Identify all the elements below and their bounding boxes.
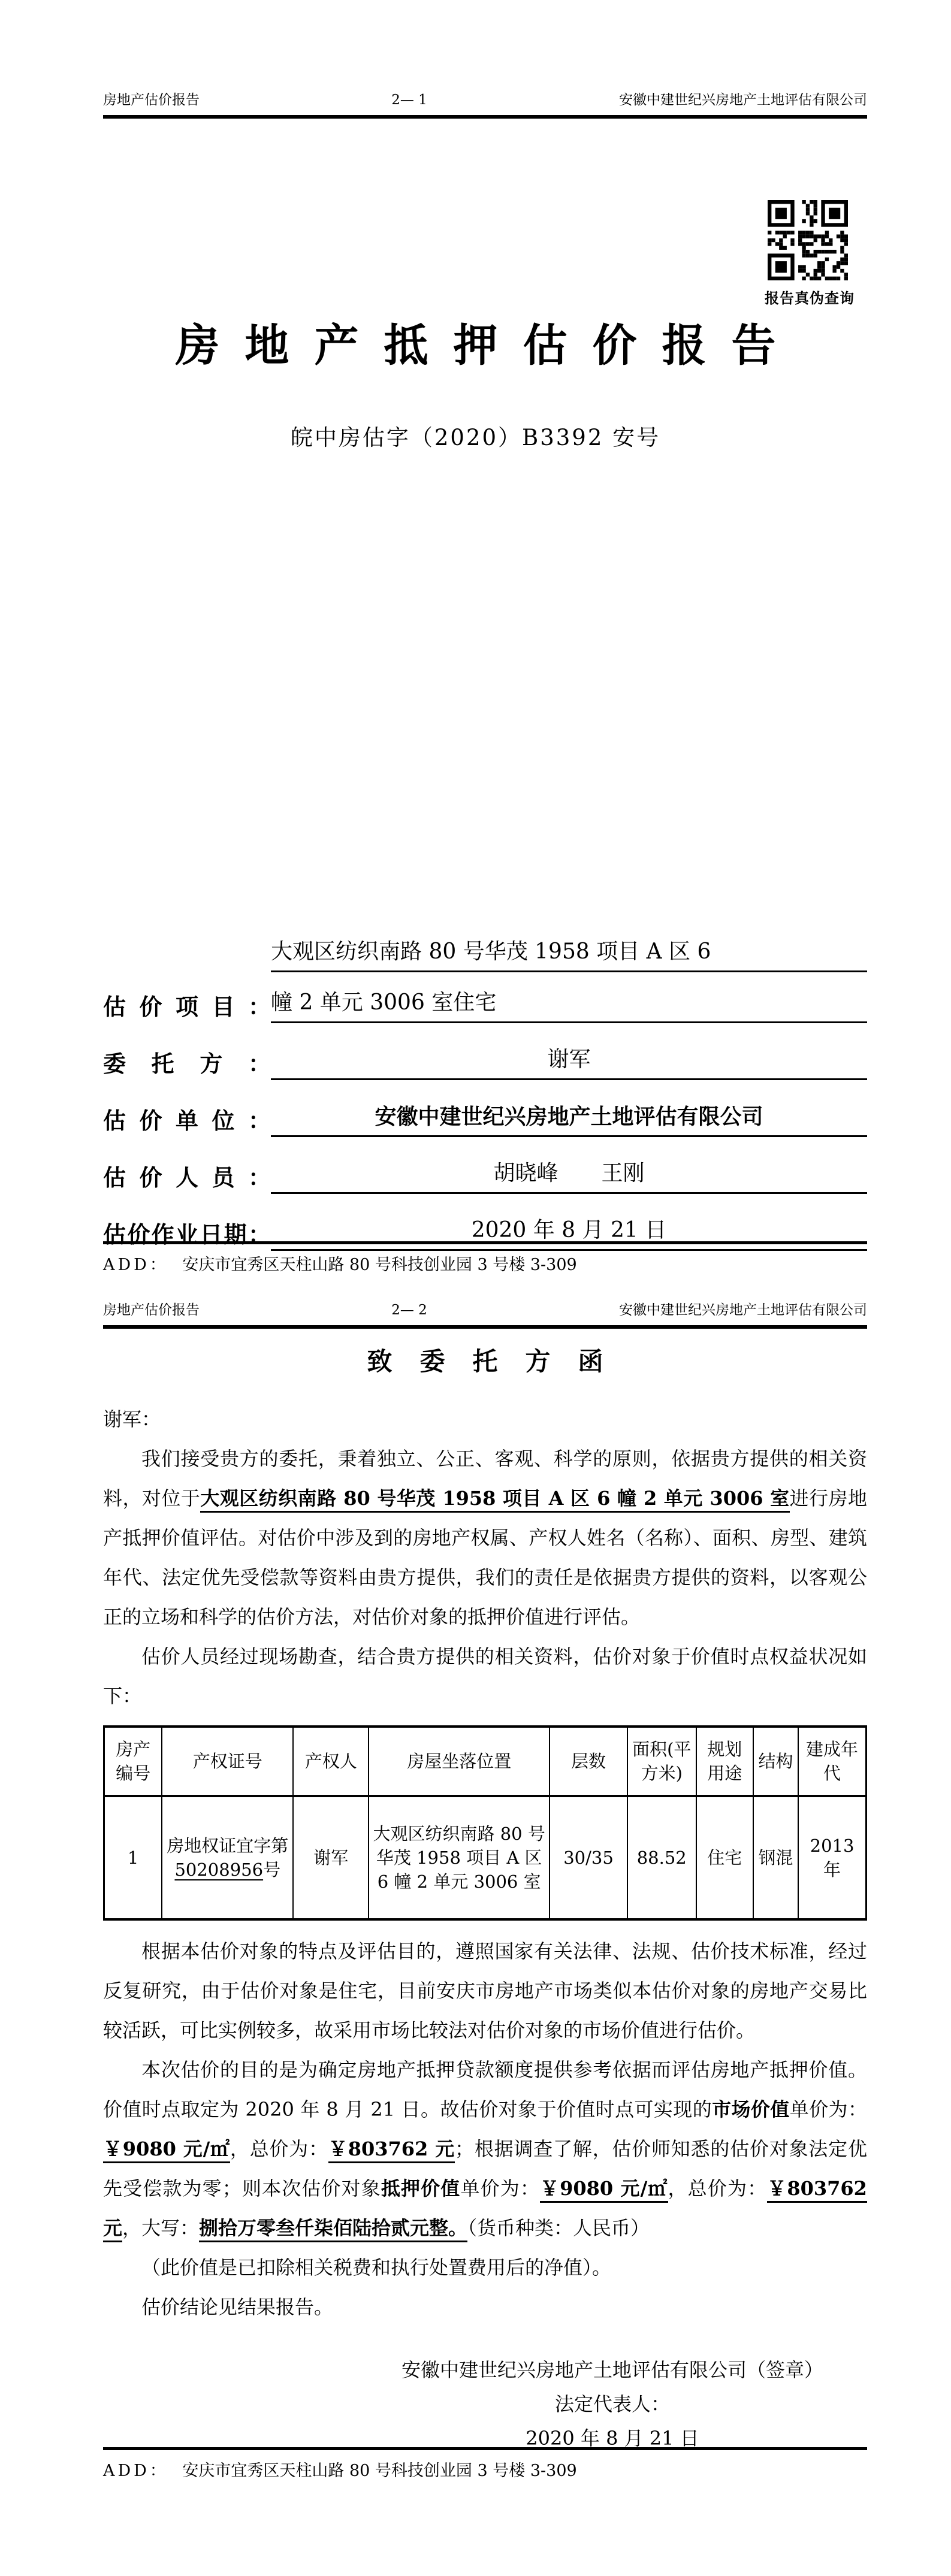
field-project-value-line2: 幢 2 单元 3006 室住宅 [271, 987, 867, 1023]
field-agency [103, 1100, 867, 1137]
th-property-no: 房产编号 [104, 1727, 162, 1796]
field-project [103, 936, 867, 1023]
cert-number: 50208956 [174, 1860, 264, 1880]
field-project-value-line1: 大观区纺织南路 80 号华茂 1958 项目 A 区 6 [271, 936, 867, 972]
page1-running-header [103, 91, 867, 119]
th-year-built: 建成年代 [798, 1727, 866, 1796]
field-staff [103, 1157, 867, 1194]
th-planned-use: 规划用途 [696, 1727, 753, 1796]
th-owner: 产权人 [293, 1727, 369, 1796]
field-staff-label: 估价人员： [103, 1164, 271, 1191]
letter-to-client-page [0, 1294, 951, 2576]
field-agency-label: 估价单位： [103, 1107, 271, 1134]
qr-code [768, 200, 848, 280]
cell-cert-no [162, 1796, 293, 1919]
field-client-value: 谢军 [271, 1044, 867, 1080]
page1-footer [103, 1241, 867, 1275]
paragraph-commission [103, 1439, 867, 1637]
table-header-row [104, 1727, 867, 1796]
footer-add-label: ADD： [103, 2462, 169, 2480]
field-appraisal-date-value: 2020 年 8 月 21 日 [271, 1214, 867, 1251]
para4-currency-note: （货币种类：人民币） [467, 2217, 650, 2239]
paragraph-inspection: 估价人员经过现场勘查，结合贵方提供的相关资料，估价对象于价值时点权益状况如下： [103, 1645, 867, 1707]
appraisal-table [103, 1725, 867, 1921]
field-client [103, 1044, 867, 1080]
th-floors: 层数 [550, 1727, 627, 1796]
running-header-company: 安徽中建世纪兴房地产土地评估有限公司 [618, 1302, 867, 1318]
footer-address: 安庆市宜秀区天柱山路 80 号科技创业园 3 号楼 3-309 [182, 1256, 577, 1274]
field-project-label: 估价项目： [103, 993, 271, 1020]
cover-fields [103, 936, 867, 1271]
cell-property-no: 1 [104, 1796, 162, 1919]
para4-total-label2: ，总价为： [668, 2177, 768, 2200]
para4-market-unit-price: ￥9080 元/㎡ [103, 2137, 230, 2163]
cell-location: 大观区纺织南路 80 号华茂 1958 项目 A 区 6 幢 2 单元 3006 室 [369, 1796, 550, 1919]
page2-footer [103, 2447, 867, 2481]
running-header-doc-title: 房地产估价报告 [103, 92, 200, 108]
letter-title: 致委托方函 [367, 1347, 631, 1376]
para4-total-label: ，总价为： [230, 2137, 328, 2160]
cert-prefix: 房地权证宜字第 [167, 1836, 289, 1856]
field-client-label: 委托方： [103, 1050, 271, 1077]
para4-mortgage-unit-price: ￥9080 元/㎡ [540, 2177, 668, 2203]
paragraph-conclusion-ref: 估价结论见结果报告。 [141, 2296, 334, 2318]
th-location: 房屋坐落位置 [369, 1727, 550, 1796]
cert-suffix: 号 [263, 1860, 281, 1880]
page2-running-header [103, 1301, 867, 1329]
table-row [104, 1796, 867, 1919]
th-area: 面积(平方米) [627, 1727, 696, 1796]
th-structure: 结构 [753, 1727, 798, 1796]
cell-owner: 谢军 [293, 1796, 369, 1919]
letter-body [103, 1331, 867, 2456]
field-agency-value: 安徽中建世纪兴房地产土地评估有限公司 [271, 1100, 867, 1137]
running-header-company: 安徽中建世纪兴房地产土地评估有限公司 [618, 92, 867, 108]
qr-verification-block [765, 200, 855, 307]
para1-post: 进行房地产抵押价值评估。对估价中涉及到的房地产权属、产权人姓名（名称）、面积、房型、建筑年代、法定优先受偿款等资料由贵方提供，我们的责任是依据贵方提供的资料，以客观公正的立场和科学的估价方法，对估价对象的抵押价值进行评估。 [103, 1487, 867, 1628]
salutation: 谢军： [103, 1408, 161, 1431]
para4-unit-price-label2: 单价为： [460, 2177, 540, 2200]
signature-block [400, 2353, 825, 2456]
cell-area: 88.52 [627, 1796, 696, 1919]
cell-year-built: 2013 年 [798, 1796, 866, 1919]
signature-date: 2020 年 8 月 21 日 [526, 2427, 699, 2450]
para4-in-words-label: ，大写： [122, 2217, 200, 2239]
cell-planned-use: 住宅 [696, 1796, 753, 1919]
paragraph-method: 根据本估价对象的特点及评估目的，遵照国家有关法律、法规、估价技术标准，经过反复研究，由于估价对象是住宅，目前安庆市房地产市场类似本估价对象的房地产交易比较活跃，可比实例较多，故采用市场比较法对估价对象的市场价值进行估价。 [103, 1940, 867, 2042]
paragraph-net-value-note: （此价值是已扣除相关税费和执行处置费用后的净值）。 [141, 2256, 612, 2279]
signature-legal-rep: 法定代表人： [554, 2393, 670, 2415]
footer-address: 安庆市宜秀区天柱山路 80 号科技创业园 3 号楼 3-309 [182, 2462, 577, 2480]
para4-priority-claims: ；根据调查了解，估价师知悉的估价对象法定优先受偿款为零；则本次估价对象 [103, 2137, 867, 2200]
field-staff-value: 胡晓峰 王刚 [271, 1157, 867, 1194]
para1-pre: 我们接受贵方的委托，秉着独立、公正、客观、科学的原则，依据贵方提供的相关资料，对位于 [103, 1447, 867, 1510]
report-number: 皖中房估字（2020）B3392 安号 [290, 425, 661, 451]
para4-unit-price-label: 单价为： [789, 2098, 867, 2121]
para4-mortgage-value-term: 抵押价值 [381, 2177, 461, 2200]
th-cert-no: 产权证号 [162, 1727, 293, 1796]
para4-purpose: 本次估价的目的是为确定房地产抵押贷款额度提供参考依据而评估房地产抵押价值。价值时点取定为 2020 年 8 月 21 日。故估价对象于价值时点可实现的 [103, 2058, 867, 2121]
para4-market-value-term: 市场价值 [712, 2098, 790, 2121]
paragraph-valuation [103, 2050, 867, 2248]
signature-company: 安徽中建世纪兴房地产土地评估有限公司（签章） [401, 2359, 823, 2381]
report-title: 房地产抵押估价报告 [175, 320, 801, 371]
running-header-doc-title: 房地产估价报告 [103, 1302, 200, 1318]
field-appraisal-date-label: 估价作业日期： [103, 1221, 271, 1248]
qr-caption: 报告真伪查询 [765, 289, 855, 307]
para4-mortgage-total-price: ￥803762 元 [103, 2177, 867, 2242]
footer-add-label: ADD： [103, 1256, 169, 1274]
cell-structure: 钢混 [753, 1796, 798, 1919]
para1-subject-address: 大观区纺织南路 80 号华茂 1958 项目 A 区 6 幢 2 单元 3006 室 [200, 1487, 789, 1513]
para4-amount-in-words: 捌拾万零叁仟柒佰陆拾贰元整。 [199, 2217, 467, 2242]
para4-market-total-price: ￥803762 元 [328, 2137, 455, 2163]
cell-floors: 30/35 [550, 1796, 627, 1919]
running-header-page-number: 2— 2 [391, 1302, 427, 1318]
running-header-page-number: 2— 1 [391, 92, 427, 108]
